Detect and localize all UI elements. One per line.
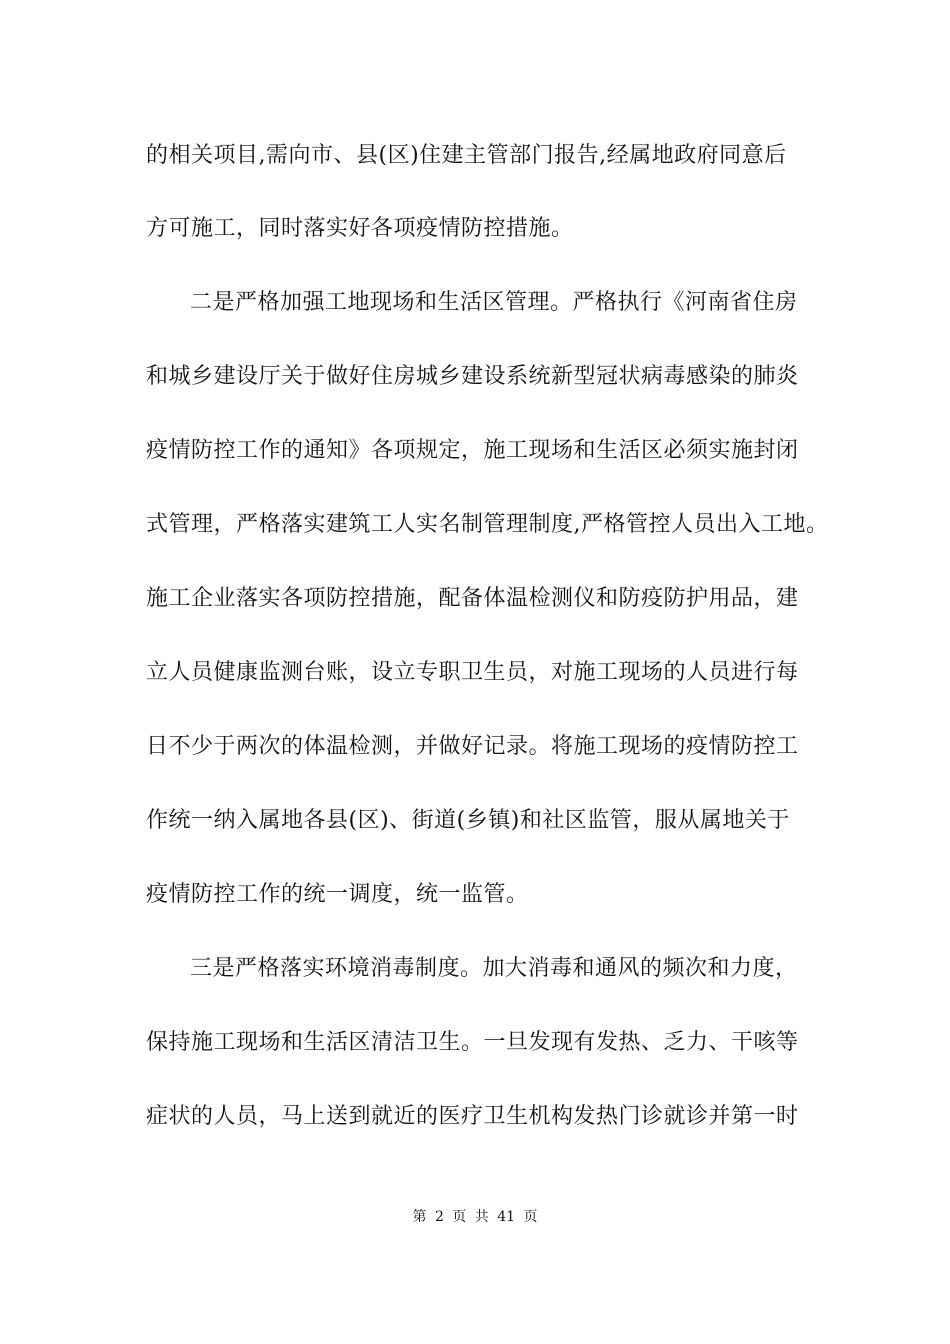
paragraph-start-line: 三是严格落实环境消毒制度。加大消毒和通风的频次和力度，	[190, 956, 798, 981]
body-line: 日不少于两次的体温检测，并做好记录。将施工现场的疫情防控工	[146, 734, 799, 759]
body-line: 疫情防控工作的统一调度，统一监管。	[146, 882, 529, 907]
page-footer: 第 2 页 共 41 页	[412, 1209, 538, 1225]
body-line: 疫情防控工作的通知》各项规定，施工现场和生活区必须实施封闭	[146, 438, 799, 463]
body-line: 方可施工，同时落实好各项疫情防控措施。	[146, 216, 574, 241]
body-line: 作统一纳入属地各县(区)、街道(乡镇)和社区监管，服从属地关于	[146, 808, 790, 833]
body-line: 施工企业落实各项防控措施，配备体温检测仪和防疫防护用品，建	[146, 586, 799, 611]
body-line: 保持施工现场和生活区清洁卫生。一旦发现有发热、乏力、干咳等	[146, 1030, 799, 1055]
body-line: 和城乡建设厅关于做好住房城乡建设系统新型冠状病毒感染的肺炎	[146, 364, 799, 389]
body-line: 式管理，严格落实建筑工人实名制管理制度,严格管控人员出入工地。	[146, 512, 829, 537]
paragraph-start-line: 二是严格加强工地现场和生活区管理。严格执行《河南省住房	[190, 290, 798, 315]
body-line: 症状的人员，马上送到就近的医疗卫生机构发热门诊就诊并第一时	[146, 1104, 799, 1129]
body-line: 的相关项目,需向市、县(区)住建主管部门报告,经属地政府同意后	[146, 143, 787, 168]
body-line: 立人员健康监测台账，设立专职卫生员，对施工现场的人员进行每	[146, 660, 799, 685]
